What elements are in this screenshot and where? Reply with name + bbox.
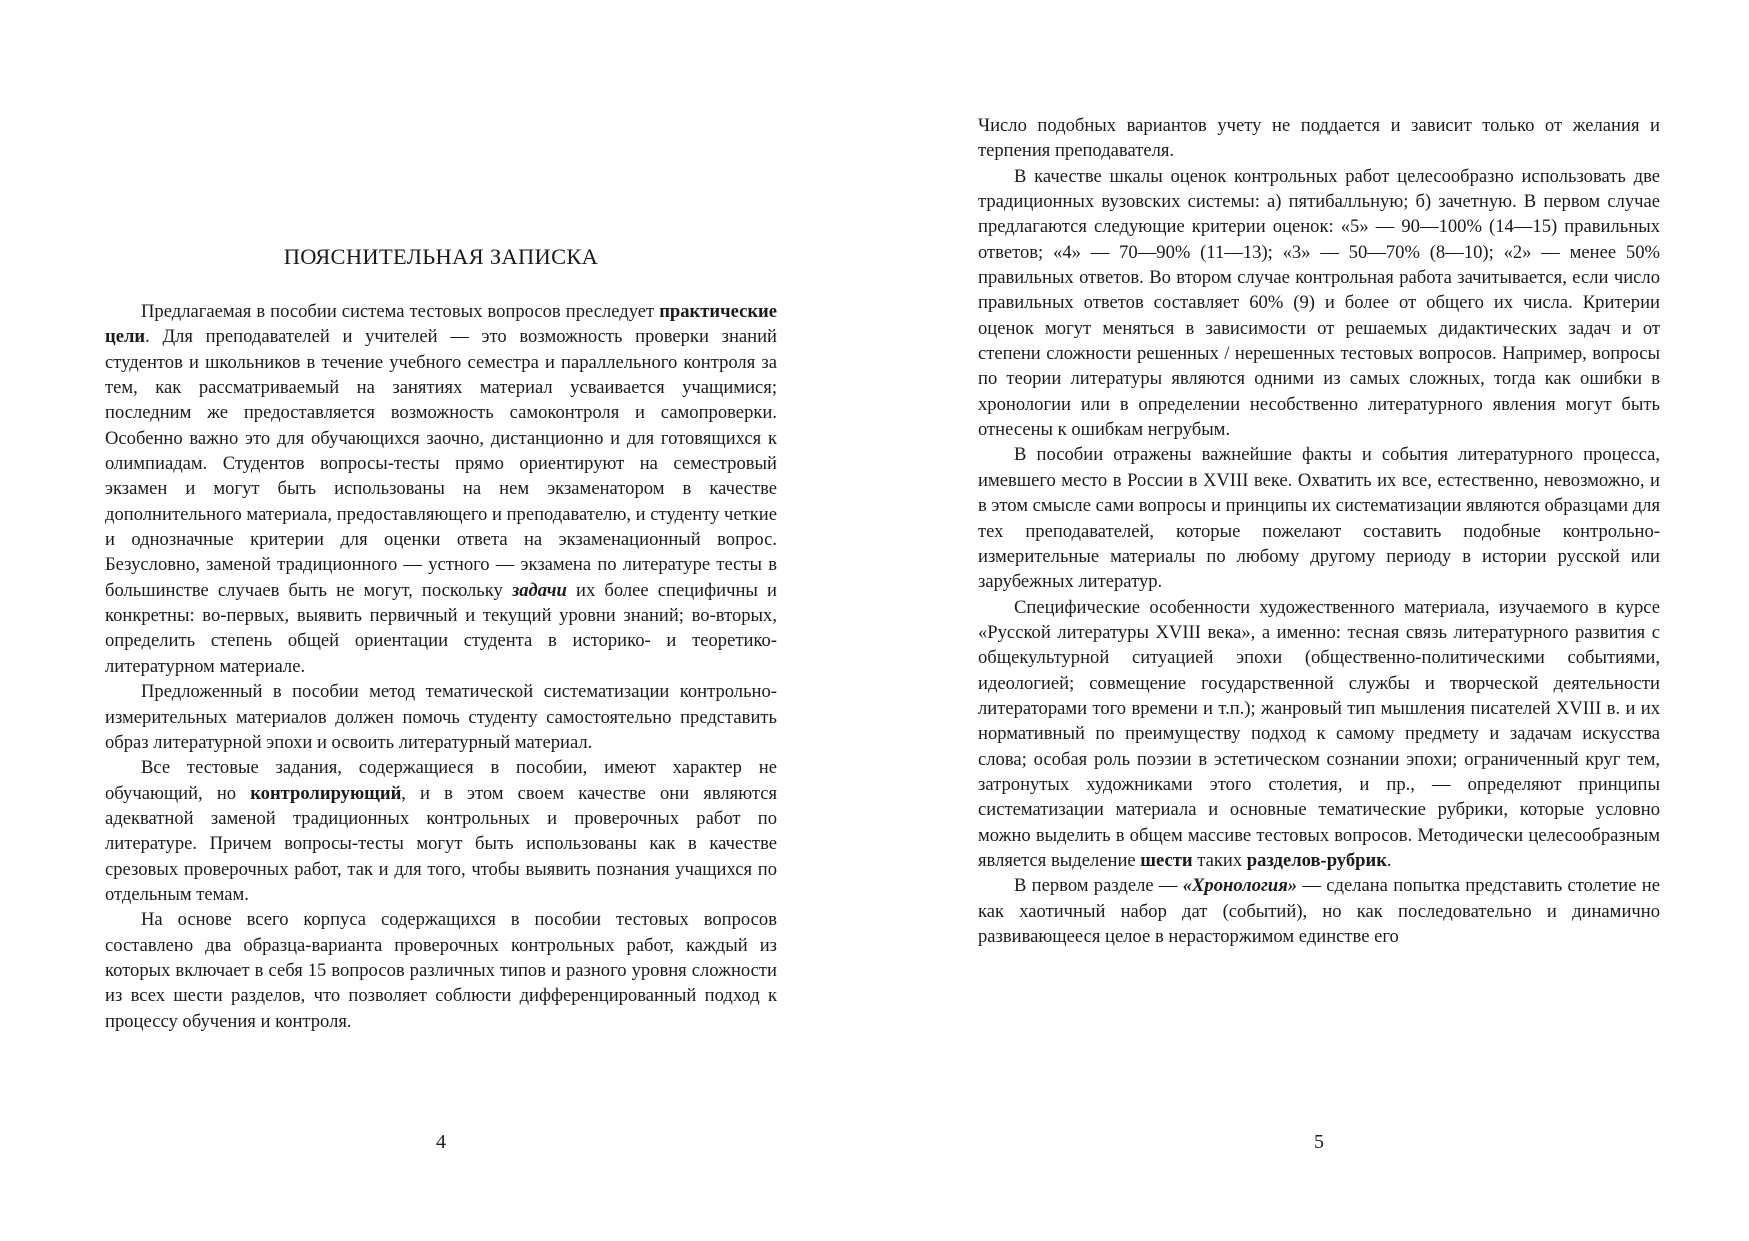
text-segment: В качестве шкалы оценок контрольных работ целесообразно использовать две традиционных вузовских системы: а) пятибалльную; б) зачетную. В первом случае предлагаются следующие критерии оценок: «5» — 90—100% (14—15) правильных ответов; «4» — 70—90% (11—13); «3» — 50—70% (8—10); «2» — менее 50% правильных ответов. Во втором случае контрольная работа зачитывается, если число правильных ответов составляет 60% (9) и более от общего их числа. Критерии оценок могут меняться в зависимости от решаемых дидактических задач и от степени сложности решенных / нерешенных тестовых вопросов. Например, вопросы по теории литературы являются одними из самых сложных, тогда как ошибки в хронологии или в определении несобственно литературного явления могут быть отнесены к ошибкам негрубым.: [978, 165, 1660, 441]
emphasis-bold: шести: [1140, 849, 1193, 871]
text-segment: В первом разделе —: [1014, 875, 1183, 897]
paragraph: [105, 679, 777, 755]
paragraph: [978, 442, 1660, 594]
page-title: ПОЯСНИТЕЛЬНАЯ ЗАПИСКА: [283, 244, 599, 269]
left-page-body: [105, 299, 777, 1034]
page-number: 5: [1314, 1131, 1324, 1153]
emphasis-bold: разделов-рубрик: [1246, 849, 1387, 871]
emphasis-bold: практические цели: [105, 301, 777, 348]
paragraph: [978, 164, 1660, 443]
text-segment: Все тестовые задания, содержащиеся в пособии, имеют характер не обучающий, но: [105, 757, 777, 804]
text-segment: Число подобных вариантов учету не поддается и зависит только от желания и терпения преподавателя.: [978, 115, 1660, 162]
paragraph: [105, 299, 777, 679]
emphasis-bold-italic: задачи: [511, 579, 567, 601]
emphasis-bold: контролирующий: [250, 782, 402, 804]
paragraph: [105, 755, 777, 907]
page-number: 4: [436, 1131, 446, 1153]
paragraph: [105, 907, 777, 1034]
emphasis-bold-italic: «Хронология»: [1182, 875, 1298, 897]
paragraph: [978, 873, 1660, 949]
paragraph: [978, 113, 1660, 164]
text-segment: . Для преподавателей и учителей — это возможность проверки знаний студентов и школьников в течение учебного семестра и параллельного контроля за тем, как рассматриваемый на занятиях материал усваивается учащимися; последним же предоставляется возможность самоконтроля и самопроверки. Особенно важно это для обучающихся заочно, дистанционно и для готовящихся к олимпиадам. Студентов вопросы-тесты прямо ориентируют на семестровый экзамен и могут быть использованы на нем экзаменатором в качестве дополнительного материала, предоставляющего и преподавателю, и студенту четкие и однозначные критерии для оценки ответа на экзаменационный вопрос. Безусловно, заменой традиционного — устного — экзамена по литературе тесты в большинстве случаев быть не могут, поскольку: [105, 326, 777, 601]
right-page-body: [978, 113, 1660, 949]
text-segment: Предлагаемая в пособии система тестовых вопросов преследует: [141, 301, 660, 322]
text-segment: Предложенный в пособии метод тематической систематизации контрольно-измерительных материалов должен помочь студенту самостоятельно представить образ литературной эпохи и освоить литературный материал.: [105, 681, 777, 753]
text-segment: .: [1386, 849, 1392, 871]
text-segment: таких: [1192, 849, 1247, 871]
text-segment: , и в этом своем качестве они являются адекватной заменой традиционных контрольных и проверочных работ по литературе. Причем вопросы-тесты могут быть использованы как в качестве срезовых проверочных работ, так и для того, чтобы выявить познания учащихся по отдельным темам.: [105, 782, 778, 905]
paragraph: [978, 595, 1660, 874]
text-segment: их более специфичны и конкретны: во-первых, выявить первичный и текущий уровни знаний; во-вторых, определить степень общей ориентации студента в историко- и теоретико-литературном материале.: [105, 579, 777, 677]
text-segment: В пособии отражены важнейшие факты и события литературного процесса, имевшего место в России в XVIII веке. Охватить их все, естественно, невозможно, и в этом смысле сами вопросы и принципы их систематизации являются образцами для тех преподавателей, которые пожелают составить подобные контрольно-измерительные материалы по любому другому периоду в истории русской или зарубежных литератур.: [978, 444, 1660, 593]
text-segment: Специфические особенности художественного материала, изучаемого в курсе «Русской литературы XVIII века», а именно: тесная связь литературного развития с общекультурной ситуацией эпохи (общественно-политическими событиями, идеологией; совмещение государственной службы и творческой деятельности литераторами того времени и т.п.); жанровый тип мышления писателей XVIII в. и их нормативный по преимуществу подход к самому предмету и задачам искусства слова; особая роль поэзии в эстетическом сознании эпохи; ограниченный круг тем, затронутых художниками этого столетия, и пр., — определяют принципы систематизации материала и основные тематические рубрики, которые условно можно выделить в общем массиве тестовых вопросов. Методически целесообразным является выделение: [978, 596, 1660, 871]
text-segment: — сделана попытка представить столетие не как хаотичный набор дат (событий), но как последовательно и динамично развивающееся целое в нерасторжимом единстве его: [978, 875, 1660, 947]
text-segment: На основе всего корпуса содержащихся в пособии тестовых вопросов составлено два образца-варианта проверочных контрольных работ, каждый из которых включает в себя 15 вопросов различных типов и разного уровня сложности из всех шести разделов, что позволяет соблюсти дифференцированный подход к процессу обучения и контроля.: [105, 909, 777, 1032]
